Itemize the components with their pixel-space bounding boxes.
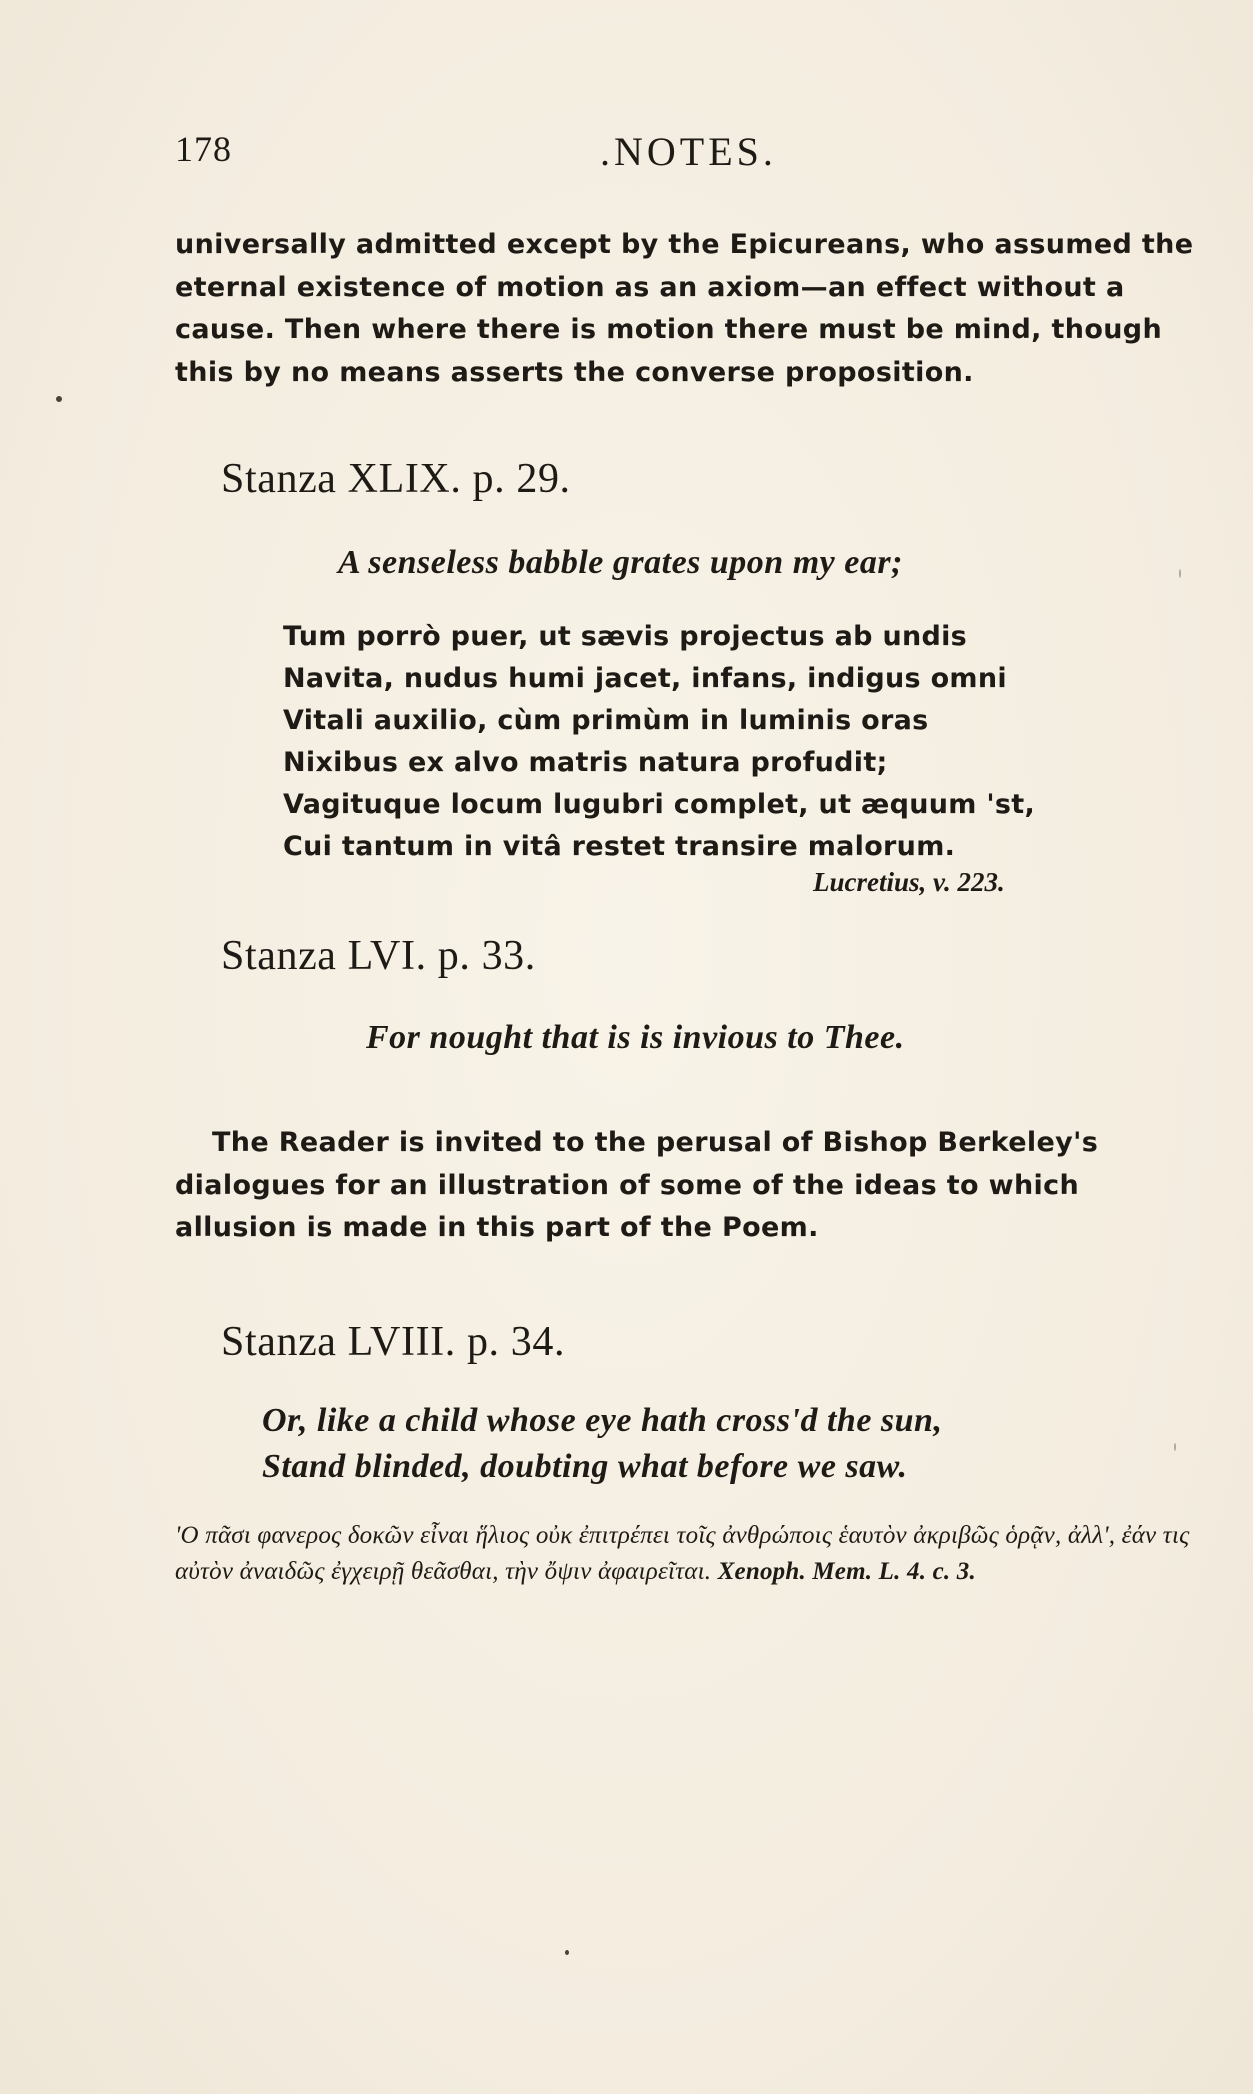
epigraph-lvi: For nought that is is invious to Thee. — [366, 1019, 905, 1056]
verse-line: Cui tantum in vitâ restet transire malorum. — [283, 831, 956, 862]
verse-block — [283, 616, 1035, 868]
verse-line: Navita, nudus humi jacet, infans, indigus omni — [283, 663, 1007, 694]
stanza-heading-lvi: Stanza LVI. p. 33. — [221, 933, 536, 979]
running-head: .NOTES. — [600, 129, 777, 174]
intro-paragraph: universally admitted except by the Epicureans, who assumed the eternal existence of motion as an axiom—an effect without a cause. Then where there is motion there must be mind, though this by no means asserts the converse proposition. — [175, 229, 1194, 388]
paper-speck — [565, 1950, 569, 1955]
page-number: 178 — [175, 129, 232, 169]
paper-speck — [56, 396, 62, 402]
berkeley-paragraph: The Reader is invited to the perusal of Bishop Berkeley's dialogues for an illustration of some of the ideas to which allusion is made in this part of the Poem. — [175, 1127, 1099, 1243]
stanza-heading-lviii: Stanza LVIII. p. 34. — [221, 1319, 566, 1365]
epigraph-lviii-line-2: Stand blinded, doubting what before we saw. — [262, 1448, 908, 1485]
verse-line: Vagituque locum lugubri complet, ut æquum 'st, — [283, 789, 1036, 820]
stanza-heading-xlix: Stanza XLIX. p. 29. — [221, 456, 571, 502]
greek-text: 'Ο πᾶσι φανερος δοκῶν εἶναι ἥλιος οὐκ ἐπιτρέπει τοῖς ἀνθρώποις ἑαυτὸν ἀκριβῶς ὁρᾷν, ἀλλ', ἐάν τις αὐτὸν ἀναιδῶς ἐγχειρῇ θεᾶσθαι, τὴν ὄψιν ἀφαιρεῖται. — [175, 1522, 1190, 1585]
verse-line: Tum porrò puer, ut sævis projectus ab undis — [283, 621, 968, 652]
epigraph-lviii-line-1: Or, like a child whose eye hath cross'd the sun, — [262, 1402, 943, 1439]
verse-citation: Lucretius, v. 223. — [813, 867, 1005, 897]
greek-quotation — [175, 1518, 1205, 1590]
greek-source: Xenoph. Mem. L. 4. c. 3. — [717, 1558, 976, 1585]
epigraph-xlix: A senseless babble grates upon my ear; — [338, 544, 903, 581]
paper-speck — [1174, 1443, 1176, 1451]
verse-line: Nixibus ex alvo matris natura profudit; — [283, 747, 888, 778]
page-header — [175, 128, 1075, 178]
verse-line: Vitali auxilio, cùm primùm in luminis oras — [283, 705, 929, 736]
paper-speck — [1179, 569, 1181, 578]
